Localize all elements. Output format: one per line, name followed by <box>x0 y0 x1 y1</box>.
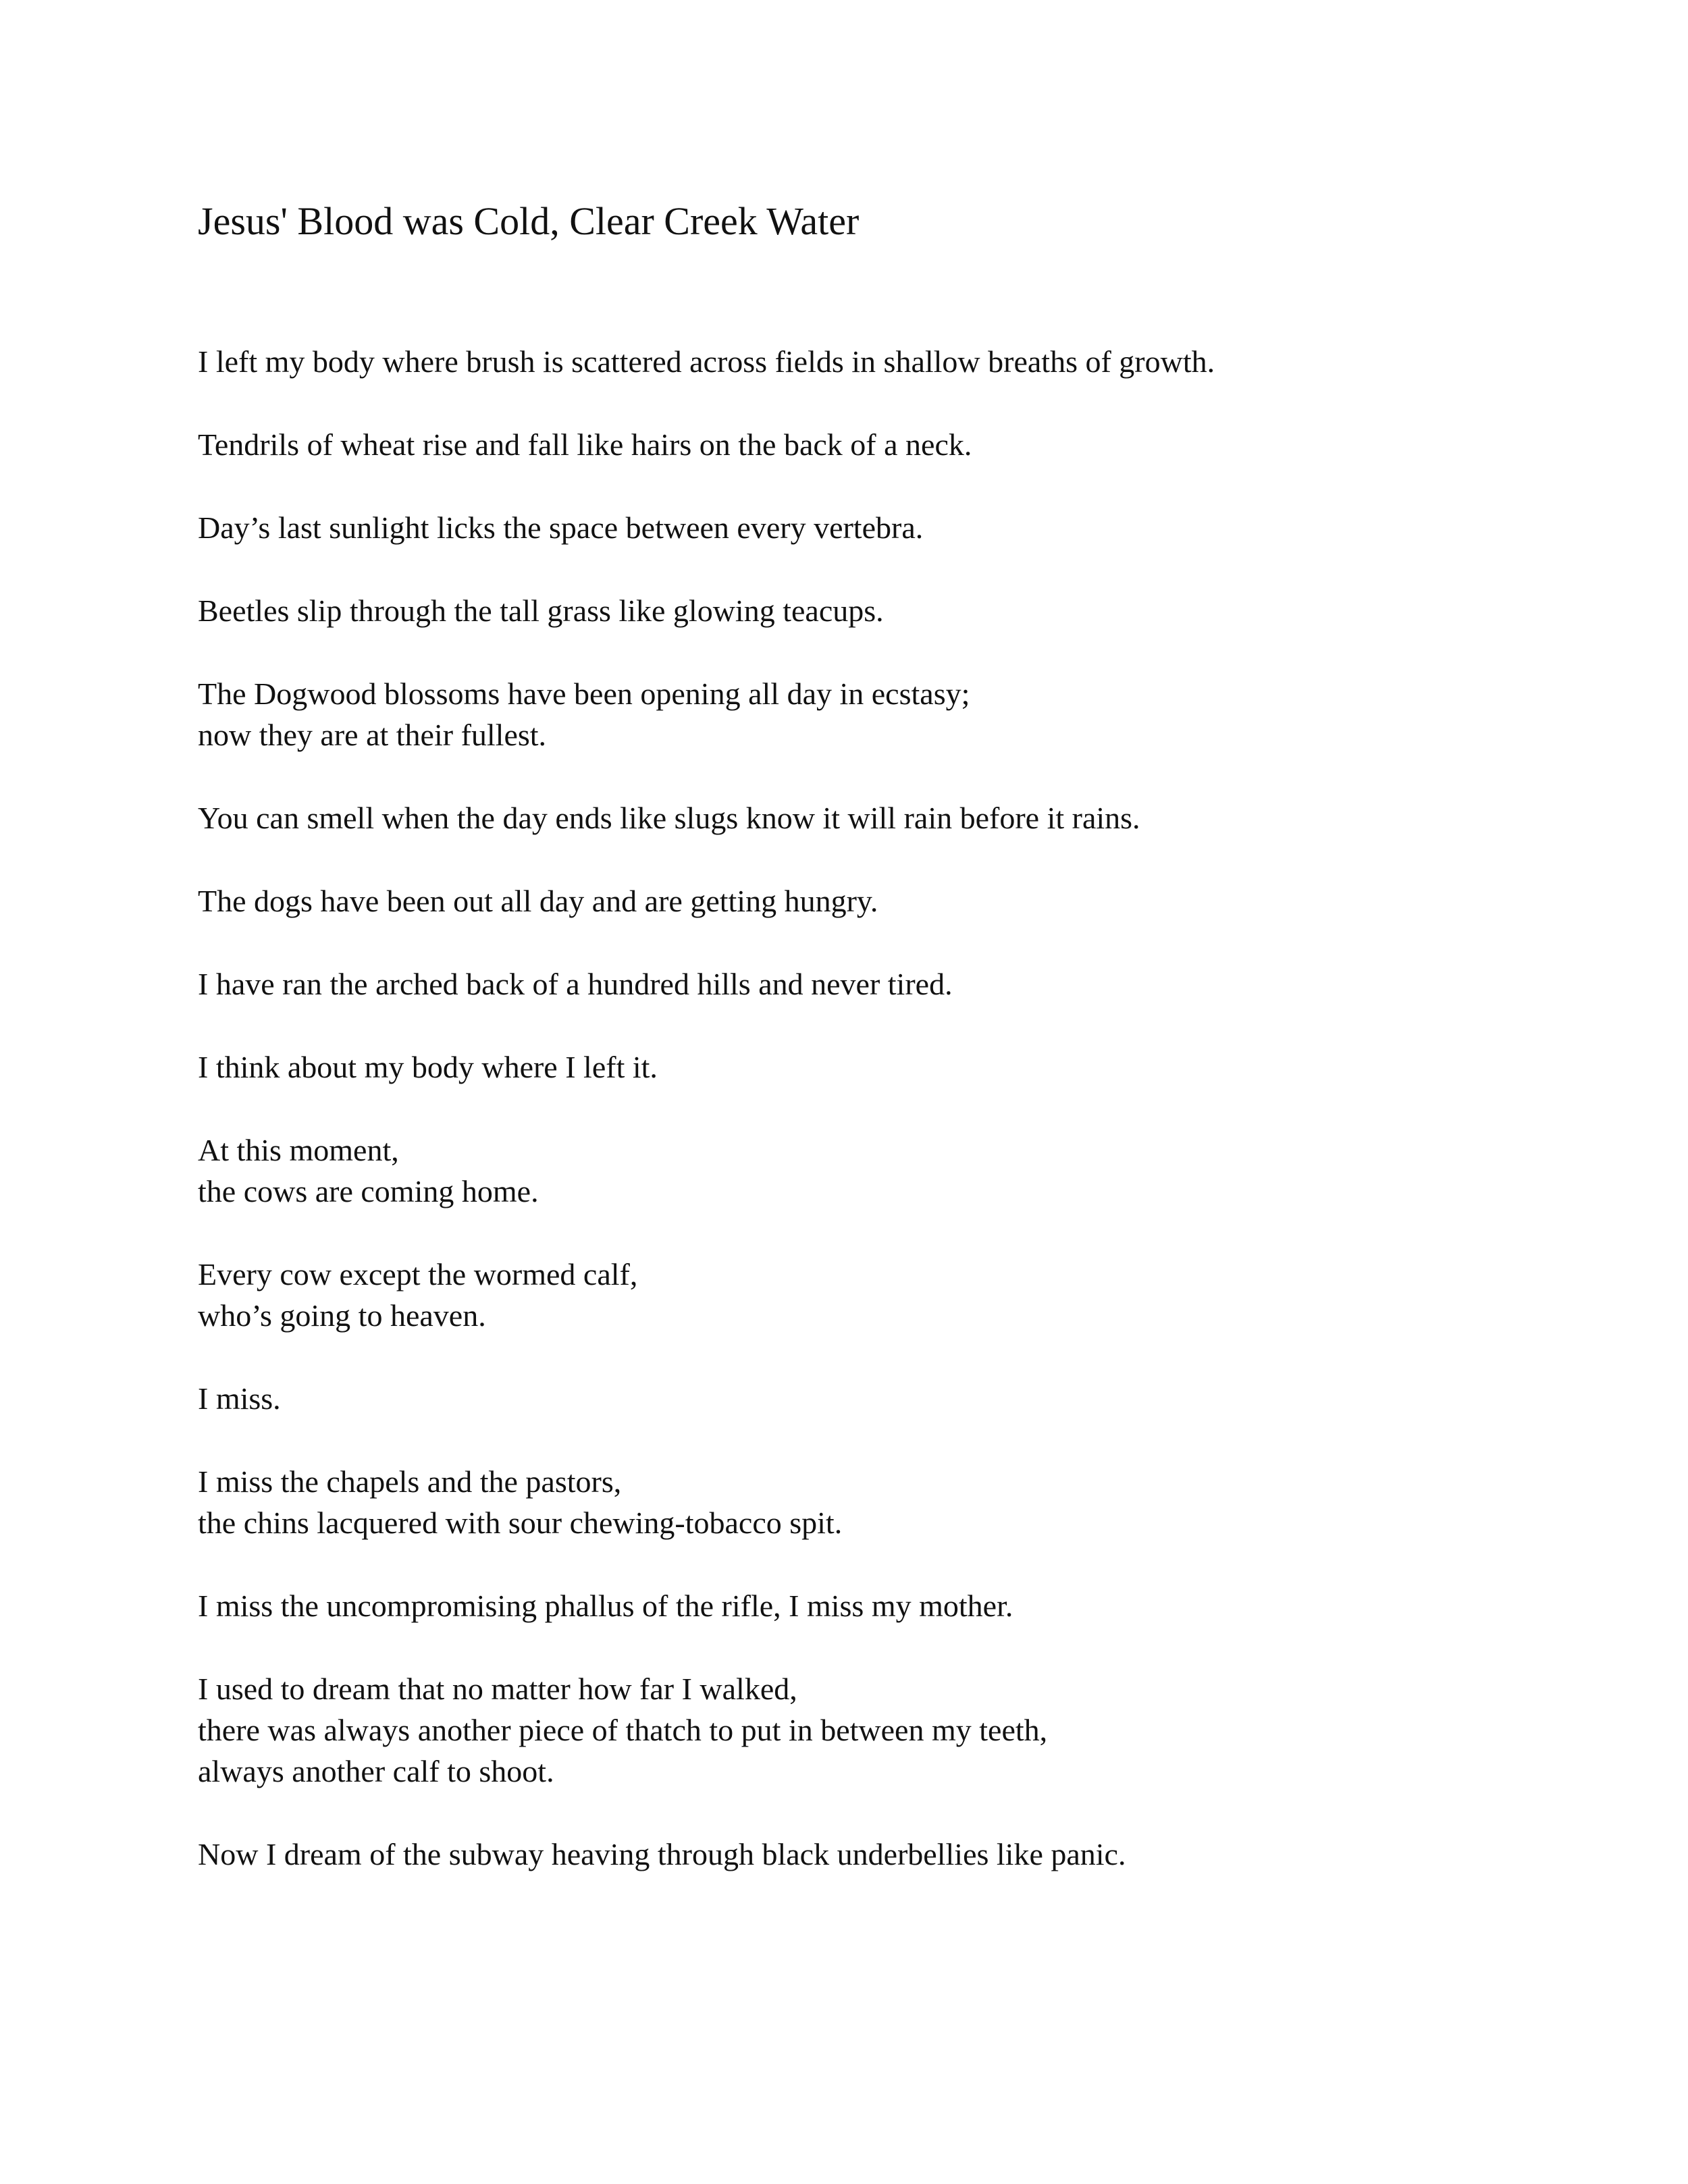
poem-line: who’s going to heaven. <box>198 1298 486 1333</box>
poem-line: there was always another piece of thatch to put in between my teeth, <box>198 1713 1048 1747</box>
stanza <box>198 507 1616 548</box>
poem-line: now they are at their fullest. <box>198 718 547 752</box>
poem-line: Day’s last sunlight licks the space between every vertebra. <box>198 510 924 545</box>
stanza <box>198 1834 1616 1875</box>
poem-line: I think about my body where I left it. <box>198 1050 658 1084</box>
poem-line: I miss the chapels and the pastors, <box>198 1464 622 1499</box>
poem-line: the cows are coming home. <box>198 1174 539 1208</box>
stanza <box>198 797 1616 838</box>
stanza <box>198 1585 1616 1626</box>
poem-line: Every cow except the wormed calf, <box>198 1257 638 1291</box>
poem-line: I left my body where brush is scattered across fields in shallow breaths of growth. <box>198 344 1215 379</box>
stanza <box>198 424 1616 465</box>
poem-line: I have ran the arched back of a hundred hills and never tired. <box>198 967 953 1001</box>
stanza <box>198 1378 1616 1419</box>
stanza <box>198 1461 1616 1543</box>
poem-line: I miss. <box>198 1381 281 1416</box>
poem-line: I miss the uncompromising phallus of the rifle, I miss my mother. <box>198 1589 1013 1623</box>
poem-title: Jesus' Blood was Cold, Clear Creek Water <box>198 199 860 243</box>
poem-line: the chins lacquered with sour chewing-tobacco spit. <box>198 1506 843 1540</box>
poem-line: I used to dream that no matter how far I walked, <box>198 1672 797 1706</box>
stanza <box>198 1129 1616 1212</box>
stanza <box>198 963 1616 1005</box>
stanza <box>198 1254 1616 1336</box>
stanza <box>198 1668 1616 1792</box>
poem-line: Now I dream of the subway heaving through black underbellies like panic. <box>198 1837 1126 1871</box>
poem-line: The dogs have been out all day and are getting hungry. <box>198 884 878 918</box>
stanza <box>198 673 1616 755</box>
stanza <box>198 590 1616 631</box>
stanza <box>198 341 1616 382</box>
poem-body <box>198 341 1616 1917</box>
poem-line: The Dogwood blossoms have been opening all day in ecstasy; <box>198 676 970 711</box>
stanza <box>198 880 1616 922</box>
poem-line: always another calf to shoot. <box>198 1754 554 1788</box>
poem-line: At this moment, <box>198 1133 399 1167</box>
poem-line: Tendrils of wheat rise and fall like hairs on the back of a neck. <box>198 427 972 462</box>
stanza <box>198 1046 1616 1088</box>
poem-line: You can smell when the day ends like slugs know it will rain before it rains. <box>198 801 1140 835</box>
poem-line: Beetles slip through the tall grass like glowing teacups. <box>198 593 884 628</box>
